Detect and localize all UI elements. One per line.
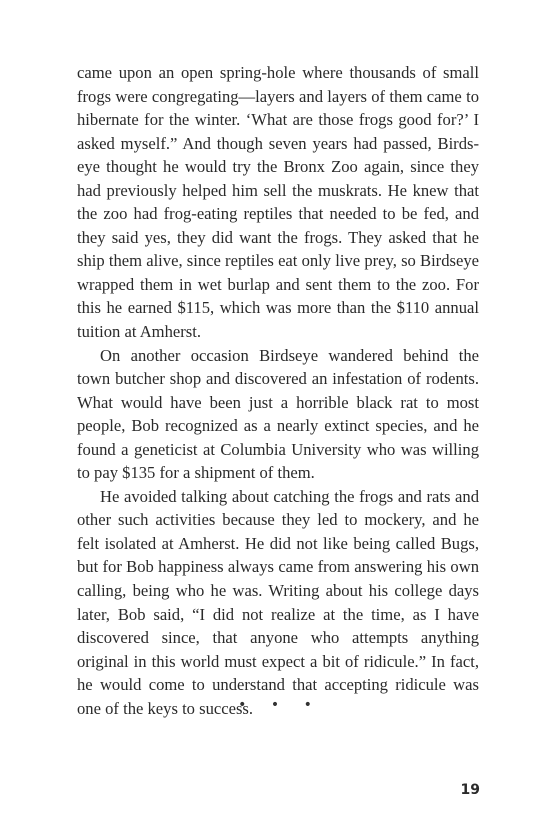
body-text bbox=[77, 61, 479, 720]
paragraph-rodents: On another occasion Birdseye wandered behind the town butcher shop and discovered an infestation of rodents. What would have been just a horrible black rat to most people, Bob recognized as a nearly extinct species, and he found a geneticist at Columbia University who was willing to pay $135 for a shipment of them. bbox=[77, 345, 479, 483]
section-break-ornament: • • • bbox=[238, 697, 322, 713]
paragraph-continued: came upon an open spring-hole where thousands of small frogs were congregating—layers and layers of them came to hibernate for the winter. ‘What are those frogs good for?’ I asked myself.” And though seven years had passed, Birdseye thought he would try the Bronx Zoo again, since they had previously helped him sell the muskrats. He knew that the zoo had frog-eating reptiles that needed to be fed, and they said yes, they did want the frogs. They asked that he ship them alive, since reptiles eat only live prey, so Birdseye wrapped them in wet burlap and sent them to the zoo. For this he earned $115, which was more than the $110 annual tuition at Amherst. bbox=[77, 63, 479, 342]
page-number: 19 bbox=[460, 782, 480, 798]
paragraph-ridicule: He avoided talking about catching the frogs and rats and other such activities because they led to mockery, and he felt isolated at Amherst. He did not like being called Bugs, but for Bob happiness always came from answering his own calling, being who he was. Writing about his college days later, Bob said, “I did not realize at the time, as I have discovered since, that anyone who attempts anything original in this world must expect a bit of ridicule.” In fact, he would come to understand that accepting ridicule was one of the keys to success. bbox=[77, 486, 479, 718]
